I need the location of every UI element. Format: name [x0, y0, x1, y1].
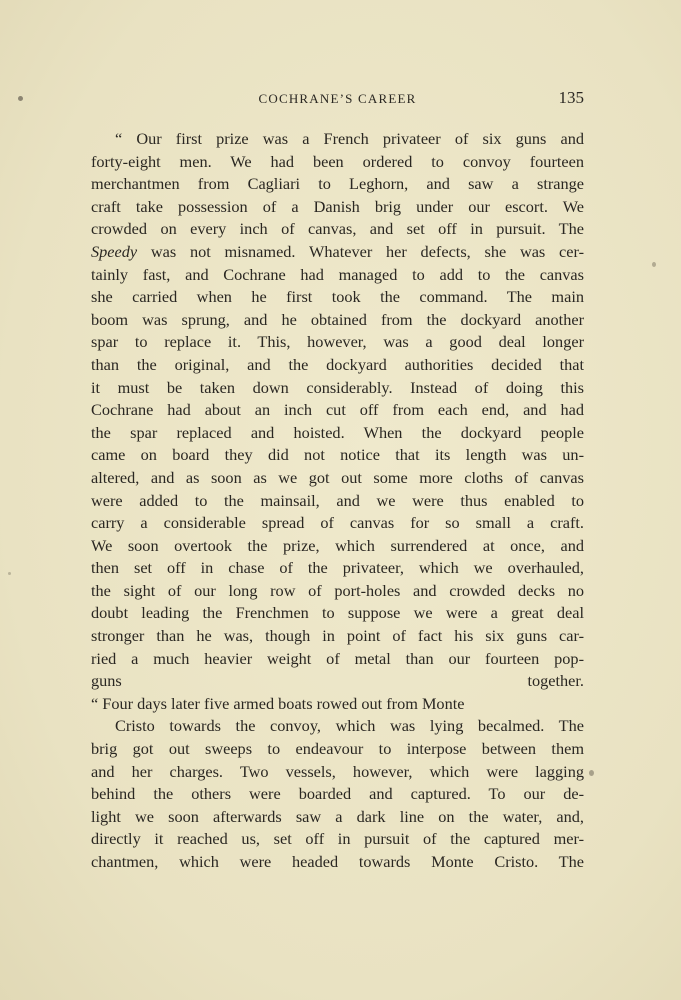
- text-line: “ Our first prize was a French privateer of six guns and: [115, 129, 584, 148]
- ship-name: Speedy: [91, 241, 138, 261]
- text-line: tainly fast, and Cochrane had managed to add to the canvas: [91, 264, 584, 284]
- paper-speck: [589, 770, 594, 776]
- text-line: the spar replaced and hoisted. When the dockyard people: [91, 422, 584, 442]
- text-line: ried a much heavier weight of metal than our fourteen pop-: [91, 648, 584, 668]
- text-line-rest: was not misnamed. Whatever her defects, she was cer-: [137, 241, 584, 261]
- text-line: the sight of our long row of port-holes and crowded decks no: [91, 580, 584, 600]
- paper-speck: [18, 96, 23, 101]
- text-line: Cristo towards the convoy, which was lying becalmed. The: [115, 716, 584, 736]
- text-line: directly it reached us, set off in pursuit of the captured mer-: [91, 829, 584, 849]
- text-line: crowded on every inch of canvas, and set off in pursuit. The: [91, 219, 584, 239]
- running-head: [91, 88, 584, 110]
- text-line: Cochrane had about an inch cut off from each end, and had: [91, 400, 584, 420]
- text-line: craft take possession of a Danish brig under our escort. We: [91, 196, 584, 216]
- page-number: 135: [558, 88, 584, 107]
- text-line: “ Four days later five armed boats rowed out from Monte: [91, 693, 465, 713]
- text-line: stronger than he was, though in point of fact his six guns car-: [91, 626, 584, 646]
- text-line: spar to replace it. This, however, was a good deal longer: [91, 332, 584, 352]
- text-line: than the original, and the dockyard authorities decided that: [91, 354, 584, 374]
- running-title: COCHRANE’S CAREER: [258, 91, 417, 106]
- text-line: came on board they did not notice that its length was un-: [91, 445, 584, 465]
- text-line: boom was sprung, and he obtained from the dockyard another: [91, 309, 584, 329]
- text-line: it must be taken down considerably. Instead of doing this: [91, 377, 584, 397]
- text-line: doubt leading the Frenchmen to suppose we were a great deal: [91, 603, 584, 623]
- text-line: carry a considerable spread of canvas for so small a craft.: [91, 513, 584, 533]
- text-line: We soon overtook the prize, which surrendered at once, and: [91, 535, 584, 555]
- text-line: then set off in chase of the privateer, which we overhauled,: [91, 558, 584, 578]
- text-line: chantmen, which were headed towards Monte Cristo. The: [91, 852, 584, 871]
- text-line: merchantmen from Cagliari to Leghorn, and saw a strange: [91, 174, 584, 194]
- paper-speck: [652, 262, 656, 267]
- text-body: [91, 128, 584, 896]
- text-line: brig got out sweeps to endeavour to interpose between them: [91, 739, 584, 759]
- text-line: forty-eight men. We had been ordered to convoy fourteen: [91, 151, 584, 171]
- text-line: light we soon afterwards saw a dark line on the water, and,: [91, 806, 584, 826]
- text-line: guns together.: [91, 671, 584, 691]
- paper-speck: [8, 572, 11, 575]
- text-line: altered, and as soon as we got out some more cloths of canvas: [91, 467, 584, 487]
- text-line: and her charges. Two vessels, however, which were lagging: [91, 761, 584, 781]
- text-line: [91, 874, 584, 897]
- text-line: were added to the mainsail, and we were thus enabled to: [91, 490, 584, 510]
- text-line: she carried when he first took the command. The main: [91, 287, 584, 307]
- text-line: [91, 241, 584, 264]
- text-line: behind the others were boarded and captured. To our de-: [91, 784, 584, 804]
